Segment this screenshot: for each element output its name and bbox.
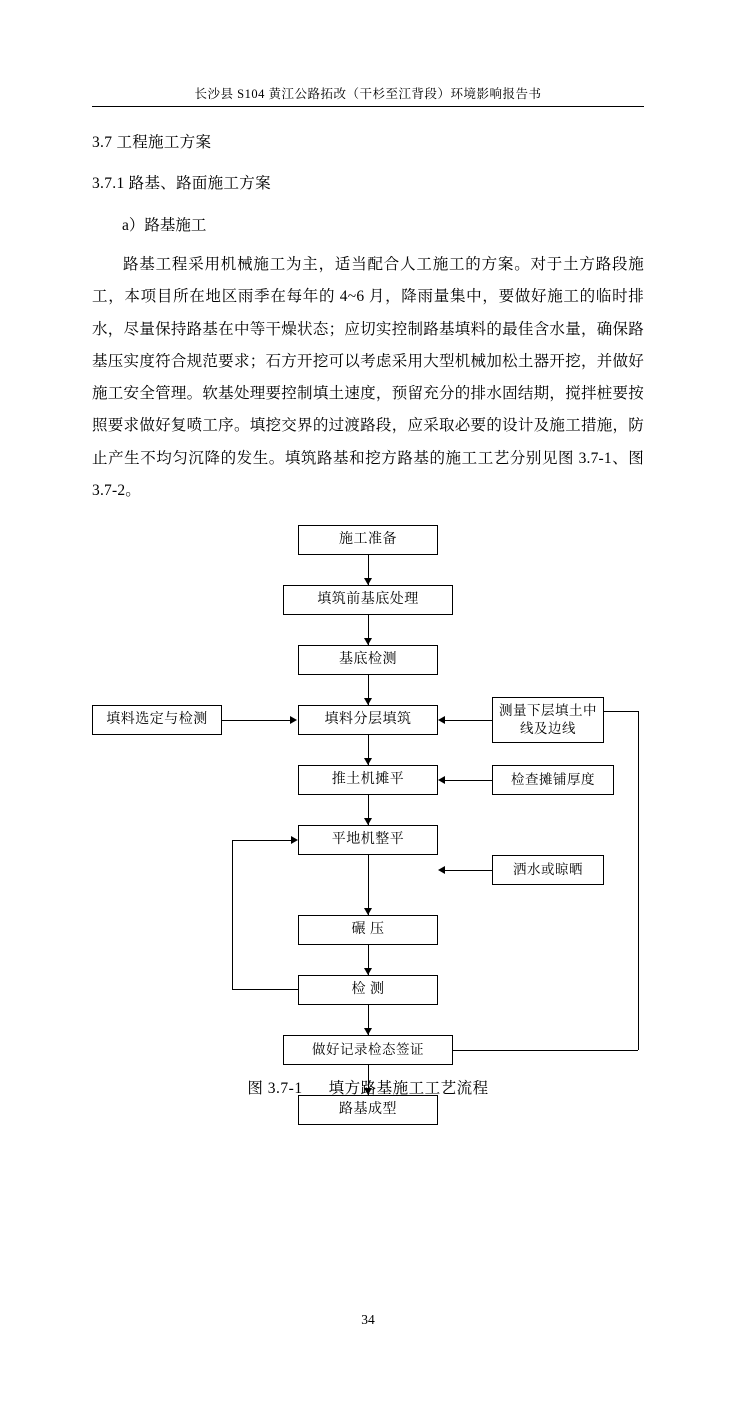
arrow-survey-to-filling: [438, 716, 445, 724]
flow-node-water-or-dry: 洒水或晾晒: [492, 855, 604, 885]
connector-grader-to-compaction: [368, 855, 369, 915]
connector-water-left: [445, 870, 492, 871]
flow-node-base-inspection: 基底检测: [298, 645, 438, 675]
flow-node-check-thickness: 检查摊铺厚度: [492, 765, 614, 795]
arrow-inspection-to-filling: [364, 698, 372, 705]
subsection-heading: 3.7.1 路基、路面施工方案: [92, 175, 271, 193]
arrow-bulldozer-to-grader: [364, 818, 372, 825]
arrow-base-to-inspection: [364, 638, 372, 645]
arrow-material-to-filling: [290, 716, 297, 724]
feedback-right-bottom: [453, 1050, 638, 1051]
arrow-thickness-to-bulldozer: [438, 776, 445, 784]
connector-material-to-filling: [222, 720, 290, 721]
figure-caption-text: 填方路基施工工艺流程: [328, 1080, 489, 1097]
arrow-prepare-to-base: [364, 578, 372, 585]
header-divider: [92, 106, 644, 107]
arrow-compaction-to-detection: [364, 968, 372, 975]
body-paragraph: 路基工程采用机械施工为主，适当配合人工施工的方案。对于土方路段施工，本项目所在地区雨季在每年的 4~6 月，降雨量集中，要做好施工的临时排水，尽量保持路基在中等干燥状态；应切实控制路基填料的最佳含水量，确保路基压实度符合规范要求；石方开挖可以考虑采用大型机械加松土器开挖，并做好施工安全管理。软基处理要控制填土速度，预留充分的排水固结期，搅拌桩要按照要求做好复喷工序。填挖交界的过渡路段，应采取必要的设计及施工措施，防止产生不均匀沉降的发生。填筑路基和挖方路基的施工工艺分别见图 3.7-1、图 3.7-2。: [92, 256, 644, 499]
section-heading: 3.7 工程施工方案: [92, 134, 212, 151]
arrow-detection-to-record: [364, 1028, 372, 1035]
flow-node-material-selection: 填料选定与检测: [92, 705, 222, 735]
figure-caption: [0, 1076, 736, 1098]
feedback-left-vertical: [232, 840, 233, 990]
feedback-right-top: [604, 711, 638, 712]
flow-node-layered-filling: 填料分层填筑: [298, 705, 438, 735]
arrow-grader-to-compaction: [364, 908, 372, 915]
flow-node-bulldozer-level: 推土机摊平: [298, 765, 438, 795]
feedback-right-vertical: [638, 711, 639, 1050]
flow-node-prepare: 施工准备: [298, 525, 438, 555]
page-number: 34: [361, 1312, 375, 1327]
connector-survey-to-filling: [445, 720, 492, 721]
figure-caption-number: 图 3.7-1: [247, 1080, 303, 1097]
feedback-left-bottom: [232, 989, 298, 990]
running-header: 长沙县 S104 黄江公路拓改（干杉至江背段）环境影响报告书: [194, 87, 542, 101]
flow-node-detection: 检 测: [298, 975, 438, 1005]
flow-node-record-sign: 做好记录检态签证: [283, 1035, 453, 1065]
flow-node-subgrade-formed: 路基成型: [298, 1095, 438, 1125]
flow-node-compaction: 碾 压: [298, 915, 438, 945]
connector-thickness-to-bulldozer: [445, 780, 492, 781]
arrow-filling-to-bulldozer: [364, 758, 372, 765]
feedback-left-top: [232, 840, 291, 841]
flow-node-survey-center-edge: 测量下层填土中线及边线: [492, 697, 604, 743]
flow-node-grader-level: 平地机整平: [298, 825, 438, 855]
arrow-feedback-to-grader: [291, 836, 298, 844]
arrow-water-to-flow: [438, 866, 445, 874]
item-heading-a: a）路基施工: [122, 216, 207, 234]
flow-node-base-treatment: 填筑前基底处理: [283, 585, 453, 615]
